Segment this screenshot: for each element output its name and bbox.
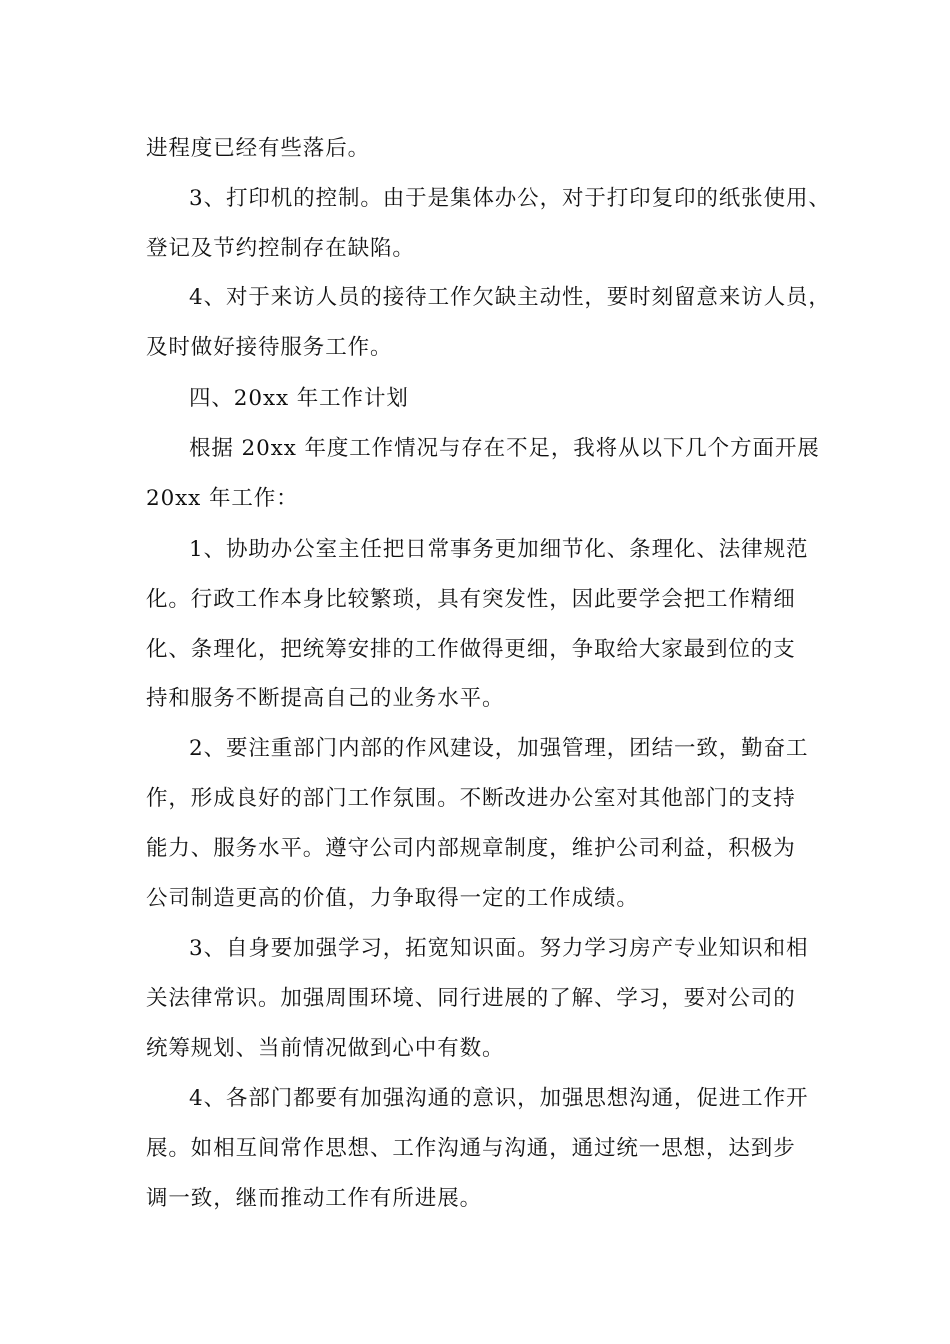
text-line: 关法律常识。加强周围环境、同行进展的了解、学习，要对公司的	[146, 986, 796, 1011]
paragraph-first-line: 2、要注重部门内部的作风建设，加强管理，团结一致，勤奋工	[189, 736, 809, 761]
paragraph-first-line: 4、对于来访人员的接待工作欠缺主动性，要时刻留意来访人员，	[189, 285, 831, 310]
text-line: 调一致，继而推动工作有所进展。	[146, 1186, 483, 1211]
text-line: 化。行政工作本身比较繁琐，具有突发性，因此要学会把工作精细	[146, 587, 796, 612]
paragraph-first-line: 4、各部门都要有加强沟通的意识，加强思想沟通，促进工作开	[189, 1086, 809, 1111]
section-heading: 四、20xx 年工作计划	[189, 386, 409, 411]
text-line: 展。如相互间常作思想、工作沟通与沟通，通过统一思想，达到步	[146, 1136, 796, 1161]
text-line: 公司制造更高的价值，力争取得一定的工作成绩。	[146, 886, 639, 911]
text-line: 登记及节约控制存在缺陷。	[146, 236, 415, 261]
text-line: 统筹规划、当前情况做到心中有数。	[146, 1036, 505, 1061]
paragraph-first-line: 根据 20xx 年度工作情况与存在不足，我将从以下几个方面开展	[189, 436, 820, 461]
text-line: 能力、服务水平。遵守公司内部规章制度，维护公司利益，积极为	[146, 836, 796, 861]
paragraph-first-line: 1、协助办公室主任把日常事务更加细节化、条理化、法律规范	[189, 537, 809, 562]
text-line: 持和服务不断提高自己的业务水平。	[146, 686, 505, 711]
text-line: 作，形成良好的部门工作氛围。不断改进办公室对其他部门的支持	[146, 786, 796, 811]
text-line: 化、条理化，把统筹安排的工作做得更细，争取给大家最到位的支	[146, 637, 796, 662]
text-line: 进程度已经有些落后。	[146, 136, 371, 161]
text-line: 及时做好接待服务工作。	[146, 335, 393, 360]
paragraph-first-line: 3、打印机的控制。由于是集体办公，对于打印复印的纸张使用、	[189, 186, 831, 211]
text-line: 20xx 年工作：	[146, 486, 299, 511]
paragraph-first-line: 3、自身要加强学习，拓宽知识面。努力学习房产专业知识和相	[189, 936, 809, 961]
